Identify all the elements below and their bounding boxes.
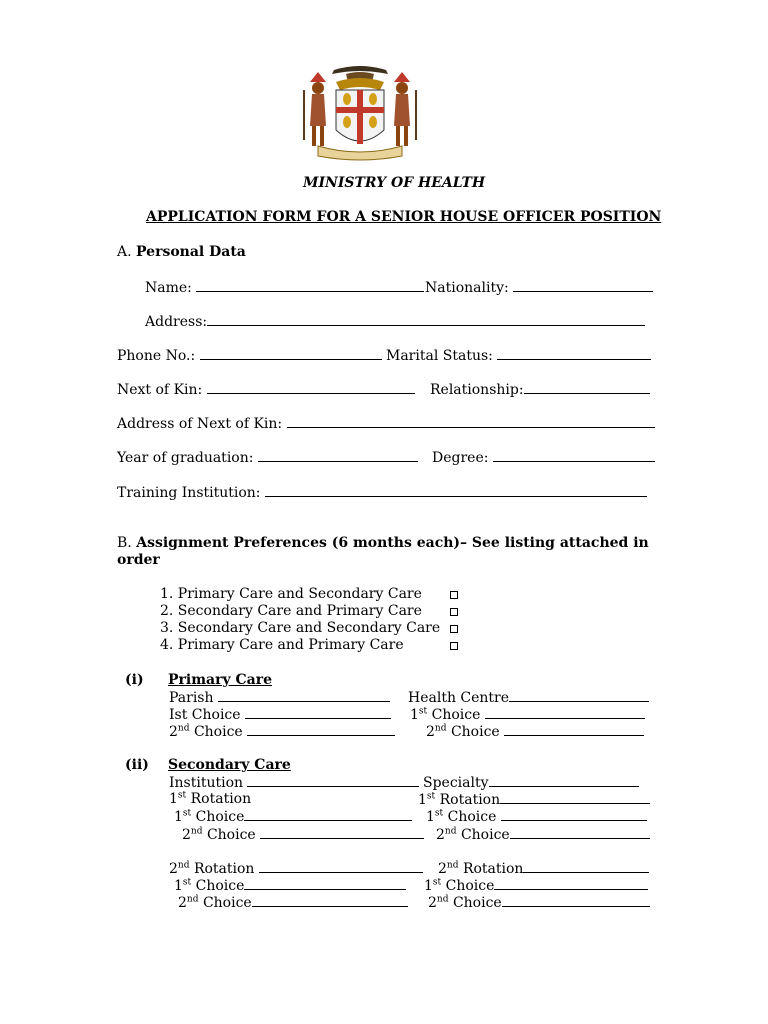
section-b-title: Assignment Preferences (6 months each)– See listing attached in bbox=[136, 535, 649, 551]
rot1-choice2-right-field[interactable] bbox=[510, 826, 650, 839]
section-b-title-cont: order bbox=[117, 552, 160, 568]
secondary-care-heading: Secondary Care bbox=[168, 757, 291, 773]
ministry-heading: MINISTRY OF HEALTH bbox=[303, 175, 486, 191]
second-sup: nd bbox=[436, 894, 449, 905]
second-num: 2 bbox=[426, 724, 435, 740]
section-a-letter: A. bbox=[117, 244, 132, 260]
second-num: 2 bbox=[169, 861, 178, 877]
rotation-word: Rotation bbox=[462, 861, 524, 877]
rotation-1-left-row bbox=[169, 791, 251, 808]
choice-word: Choice bbox=[206, 827, 256, 843]
rotation-word: Rotation bbox=[193, 861, 255, 877]
form-title: APPLICATION FORM FOR A SENIOR HOUSE OFFICER POSITION bbox=[146, 209, 662, 225]
marital-row bbox=[386, 347, 651, 365]
rotation-1-right-field[interactable] bbox=[500, 791, 650, 804]
preference-checkbox-3[interactable] bbox=[450, 625, 458, 633]
rotation-2-choice-1-left-row bbox=[174, 877, 406, 895]
first-sup: st bbox=[182, 808, 192, 819]
next-of-kin-row bbox=[117, 381, 415, 399]
address-label: Address: bbox=[145, 314, 208, 330]
rot2-choice2-right-field[interactable] bbox=[502, 894, 650, 907]
preference-checkbox-2[interactable] bbox=[450, 608, 458, 616]
training-institution-row bbox=[117, 484, 647, 502]
specialty-field[interactable] bbox=[489, 774, 639, 787]
rot2-choice1-right-field[interactable] bbox=[494, 877, 648, 890]
rotation-1-choice-1-left-row bbox=[174, 808, 412, 826]
preference-option: 1. Primary Care and Secondary Care bbox=[160, 586, 422, 602]
health-centre-label: Health Centre bbox=[408, 690, 510, 706]
rot2-choice1-left-field[interactable] bbox=[244, 877, 406, 890]
centre-choice-2-field[interactable] bbox=[504, 723, 644, 736]
degree-field[interactable] bbox=[493, 449, 655, 462]
graduation-year-row bbox=[117, 449, 418, 467]
primary-centre-choice-1-row bbox=[410, 706, 645, 724]
centre-choice-1-field[interactable] bbox=[485, 706, 645, 719]
marital-status-label: Marital Status: bbox=[386, 348, 493, 364]
rotation-word: Rotation bbox=[439, 792, 501, 808]
rot1-choice2-left-field[interactable] bbox=[260, 826, 424, 839]
institution-row bbox=[169, 774, 419, 792]
parish-row bbox=[169, 689, 390, 707]
preference-option: 4. Primary Care and Primary Care bbox=[160, 637, 404, 653]
section-b-heading bbox=[117, 535, 649, 552]
first-num: 1 bbox=[418, 792, 427, 808]
section-a-heading bbox=[117, 244, 246, 261]
second-num: 2 bbox=[436, 827, 445, 843]
preference-option: 3. Secondary Care and Secondary Care bbox=[160, 620, 441, 636]
phone-label: Phone No.: bbox=[117, 348, 196, 364]
institution-label: Institution bbox=[169, 775, 244, 791]
first-num: 1 bbox=[426, 809, 435, 825]
primary-parish-choice-1-row bbox=[169, 706, 391, 724]
specialty-label: Specialty bbox=[423, 775, 489, 791]
rotation-1-choice-2-left-row bbox=[182, 826, 424, 844]
choice-word: Choice bbox=[450, 724, 500, 740]
first-num: 1 bbox=[424, 878, 433, 894]
second-sup: nd bbox=[186, 894, 199, 905]
choice-word: Choice bbox=[460, 827, 510, 843]
first-sup: st bbox=[434, 808, 444, 819]
phone-row bbox=[117, 347, 382, 365]
first-sup: st bbox=[426, 791, 436, 802]
section-b-letter: B. bbox=[117, 535, 132, 551]
rotation-2-right-field[interactable] bbox=[523, 860, 649, 873]
rotation-1-choice-2-right-row bbox=[436, 826, 650, 844]
rot2-choice2-left-field[interactable] bbox=[252, 894, 408, 907]
primary-care-heading: Primary Care bbox=[168, 672, 272, 688]
relationship-row bbox=[430, 381, 650, 399]
choice-word: Choice bbox=[431, 707, 481, 723]
first-num: 1 bbox=[169, 791, 178, 807]
parish-choice-2-field[interactable] bbox=[247, 723, 395, 736]
first-num: 1 bbox=[410, 707, 419, 723]
first-sup: st bbox=[418, 706, 428, 717]
relationship-label: Relationship: bbox=[430, 382, 524, 398]
nationality-label: Nationality: bbox=[425, 280, 509, 296]
institution-field[interactable] bbox=[247, 774, 419, 787]
second-sup: nd bbox=[177, 723, 190, 734]
parish-label: Parish bbox=[169, 690, 214, 706]
coat-of-arms-emblem bbox=[296, 60, 424, 164]
first-num: 1 bbox=[174, 809, 183, 825]
second-sup: nd bbox=[434, 723, 447, 734]
address-row bbox=[145, 313, 645, 331]
degree-row bbox=[432, 449, 655, 467]
degree-label: Degree: bbox=[432, 450, 489, 466]
primary-centre-choice-2-row bbox=[426, 723, 644, 741]
health-centre-row bbox=[408, 689, 649, 707]
training-institution-label: Training Institution: bbox=[117, 485, 261, 501]
second-num: 2 bbox=[428, 895, 437, 911]
rotation-2-choice-2-left-row bbox=[178, 894, 408, 912]
second-num: 2 bbox=[178, 895, 187, 911]
first-sup: st bbox=[182, 877, 192, 888]
preference-option: 2. Secondary Care and Primary Care bbox=[160, 603, 422, 619]
choice-word: Choice bbox=[195, 878, 245, 894]
phone-field[interactable] bbox=[200, 347, 382, 360]
parish-field[interactable] bbox=[218, 689, 390, 702]
nationality-field[interactable] bbox=[513, 279, 653, 292]
first-sup: st bbox=[177, 790, 187, 801]
choice-word: Choice bbox=[193, 724, 243, 740]
choice-word: Choice bbox=[447, 809, 497, 825]
kin-address-field[interactable] bbox=[287, 415, 655, 428]
choice-word: Choice bbox=[445, 878, 495, 894]
rotation-1-choice-1-right-row bbox=[426, 808, 647, 826]
name-field[interactable] bbox=[196, 279, 424, 292]
primary-care-numeral: (i) bbox=[125, 672, 144, 688]
second-num: 2 bbox=[182, 827, 191, 843]
second-num: 2 bbox=[169, 724, 178, 740]
rotation-2-left-row bbox=[169, 860, 423, 878]
nationality-row bbox=[425, 279, 653, 297]
second-sup: nd bbox=[446, 860, 459, 871]
specialty-row bbox=[423, 774, 639, 792]
relationship-field[interactable] bbox=[524, 381, 650, 394]
primary-parish-choice-2-row bbox=[169, 723, 395, 741]
second-sup: nd bbox=[190, 826, 203, 837]
choice-word: Choice bbox=[195, 809, 245, 825]
graduation-year-label: Year of graduation: bbox=[117, 450, 254, 466]
preference-checkbox-4[interactable] bbox=[450, 642, 458, 650]
rotation-1-right-row bbox=[418, 791, 650, 809]
first-sup: st bbox=[432, 877, 442, 888]
second-sup: nd bbox=[444, 826, 457, 837]
health-centre-field[interactable] bbox=[509, 689, 649, 702]
address-field[interactable] bbox=[207, 313, 645, 326]
choice-word: Choice bbox=[202, 895, 252, 911]
first-num: 1 bbox=[174, 878, 183, 894]
section-a-title: Personal Data bbox=[136, 244, 246, 260]
training-institution-field[interactable] bbox=[265, 484, 647, 497]
rotation-word: Rotation bbox=[190, 791, 252, 807]
second-num: 2 bbox=[438, 861, 447, 877]
rot1-choice1-right-field[interactable] bbox=[501, 808, 647, 821]
kin-address-label: Address of Next of Kin: bbox=[117, 416, 283, 432]
rotation-2-choice-2-right-row bbox=[428, 894, 650, 912]
graduation-year-field[interactable] bbox=[258, 449, 418, 462]
preference-checkbox-1[interactable] bbox=[450, 591, 458, 599]
name-label: Name: bbox=[145, 280, 192, 296]
rot1-choice1-left-field[interactable] bbox=[244, 808, 412, 821]
kin-address-row bbox=[117, 415, 655, 433]
next-of-kin-field[interactable] bbox=[207, 381, 415, 394]
choice-word: Choice bbox=[452, 895, 502, 911]
marital-status-field[interactable] bbox=[497, 347, 651, 360]
ist-choice-label: Ist Choice bbox=[169, 707, 241, 723]
second-sup: nd bbox=[177, 860, 190, 871]
next-of-kin-label: Next of Kin: bbox=[117, 382, 203, 398]
secondary-care-numeral: (ii) bbox=[125, 757, 149, 773]
name-row bbox=[145, 279, 424, 297]
rotation-2-left-field[interactable] bbox=[259, 860, 423, 873]
rotation-2-choice-1-right-row bbox=[424, 877, 648, 895]
parish-choice-1-field[interactable] bbox=[245, 706, 391, 719]
rotation-2-right-row bbox=[438, 860, 649, 878]
